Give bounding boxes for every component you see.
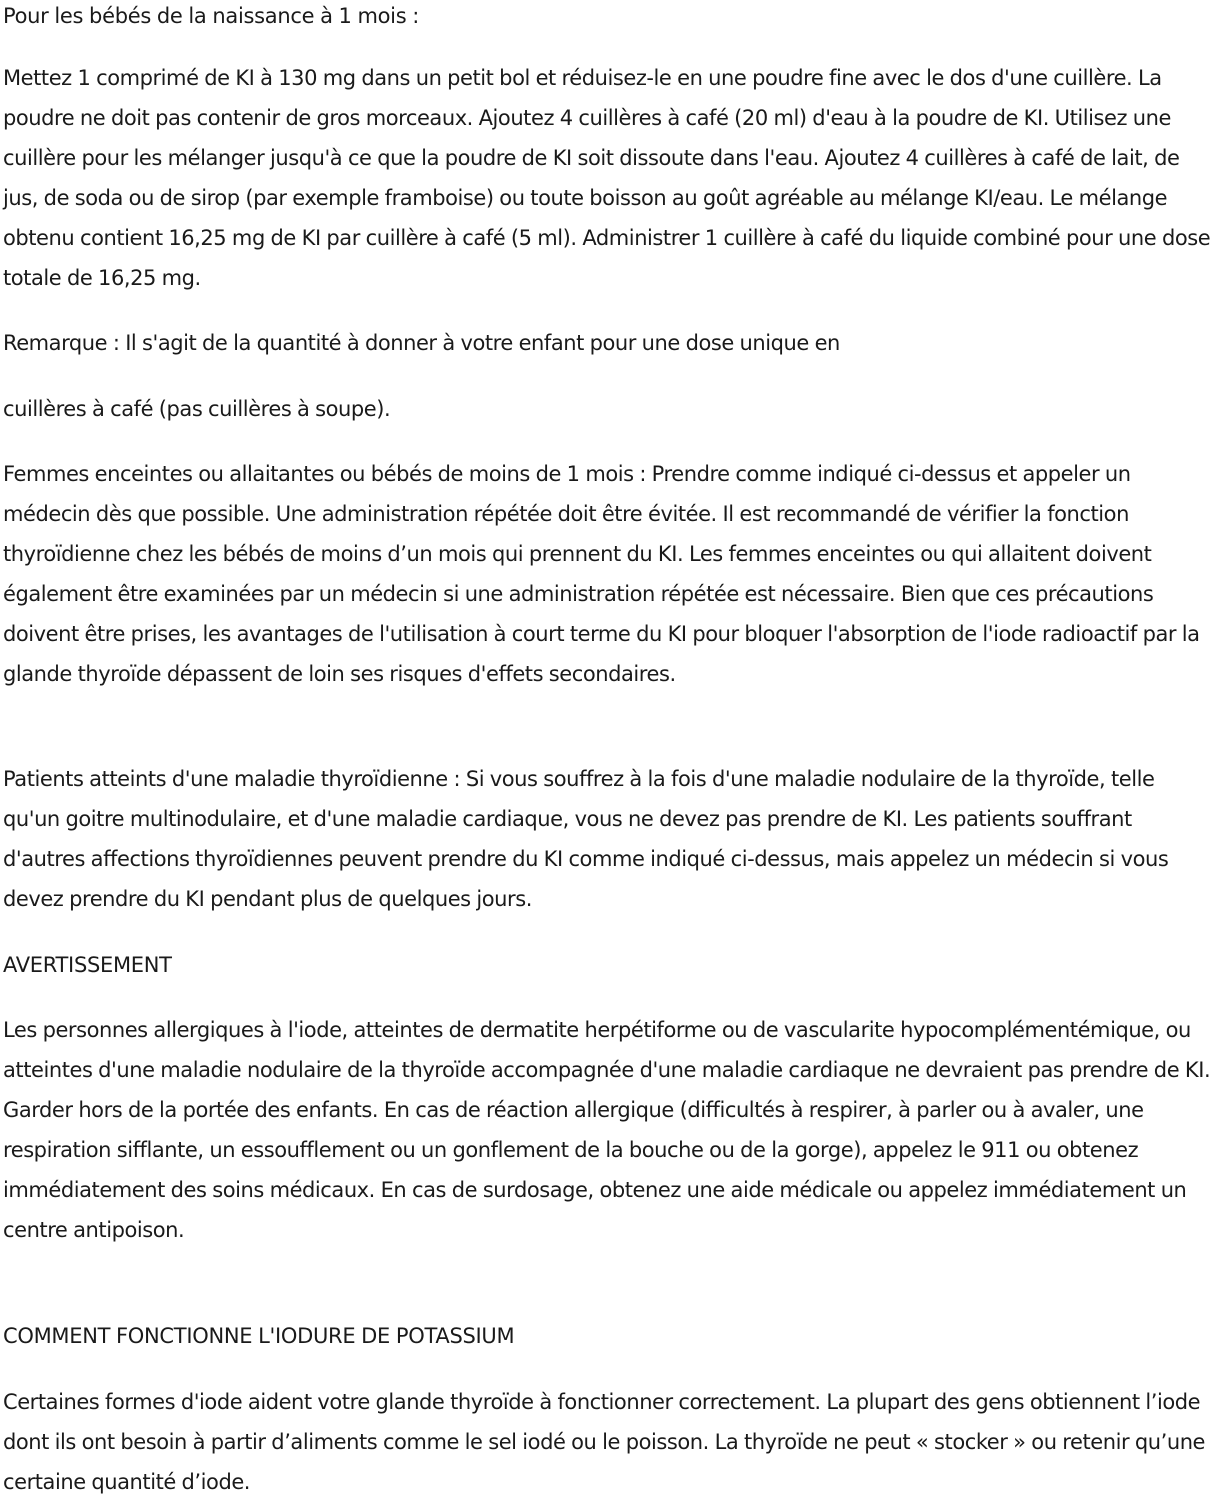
how-it-works-paragraph: Certaines formes d'iode aident votre glande thyroïde à fonctionner correctement. La plupart des gens obtiennent l’iode dont ils ont besoin à partir d’aliments comme le sel iodé ou le poisson. La thyroïde ne peut « stocker » ou retenir qu’une certaine quantité d’iode. [3, 1390, 1206, 1494]
intro-heading: Pour les bébés de la naissance à 1 mois : [3, 4, 419, 28]
warning-heading: AVERTISSEMENT [3, 953, 172, 977]
warning-paragraph: Les personnes allergiques à l'iode, atteintes de dermatite herpétiforme ou de vascularite hypocomplémentémique, ou atteintes d'une maladie nodulaire de la thyroïde accompagnée d'une maladie cardiaque ne devraient pas prendre de KI. Garder hors de la portée des enfants. En cas de réaction allergique (difficultés à respirer, à parler ou à avaler, une respiration sifflante, un essoufflement ou un gonflement de la bouche ou de la gorge), appelez le 911 ou obtenez immédiatement des soins médicaux. En cas de surdosage, obtenez une aide médicale ou appelez immédiatement un centre antipoison. [3, 1018, 1211, 1242]
thyroid-patients-paragraph: Patients atteints d'une maladie thyroïdienne : Si vous souffrez à la fois d'une maladie nodulaire de la thyroïde, telle qu'un goitre multinodulaire, et d'une maladie cardiaque, vous ne devez pas prendre de KI. Les patients souffrant d'autres affections thyroïdiennes peuvent prendre du KI comme indiqué ci-dessus, mais appelez un médecin si vous devez prendre du KI pendant plus de quelques jours. [3, 767, 1169, 911]
how-it-works-heading: COMMENT FONCTIONNE L'IODURE DE POTASSIUM [3, 1324, 515, 1348]
preparation-instructions: Mettez 1 comprimé de KI à 130 mg dans un petit bol et réduisez-le en une poudre fine avec le dos d'une cuillère. La poudre ne doit pas contenir de gros morceaux. Ajoutez 4 cuillères à café (20 ml) d'eau à la poudre de KI. Utilisez une cuillère pour les mélanger jusqu'à ce que la poudre de KI soit dissoute dans l'eau. Ajoutez 4 cuillères à café de lait, de jus, de soda ou de sirop (par exemple framboise) ou toute boisson au goût agréable au mélange KI/eau. Le mélange obtenu contient 16,25 mg de KI par cuillère à café (5 ml). Administrer 1 cuillère à café du liquide combiné pour une dose totale de 16,25 mg. [3, 66, 1211, 290]
remark-line-2: cuillères à café (pas cuillères à soupe). [3, 397, 391, 421]
pregnant-women-paragraph: Femmes enceintes ou allaitantes ou bébés de moins de 1 mois : Prendre comme indiqué ci-dessus et appeler un médecin dès que possible. Une administration répétée doit être évitée. Il est recommandé de vérifier la fonction thyroïdienne chez les bébés de moins d’un mois qui prennent du KI. Les femmes enceintes ou qui allaitent doivent également être examinées par un médecin si une administration répétée est nécessaire. Bien que ces précautions doivent être prises, les avantages de l'utilisation à court terme du KI pour bloquer l'absorption de l'iode radioactif par la glande thyroïde dépassent de loin ses risques d'effets secondaires. [3, 462, 1200, 686]
remark-line-1: Remarque : Il s'agit de la quantité à donner à votre enfant pour une dose unique en [3, 331, 840, 355]
